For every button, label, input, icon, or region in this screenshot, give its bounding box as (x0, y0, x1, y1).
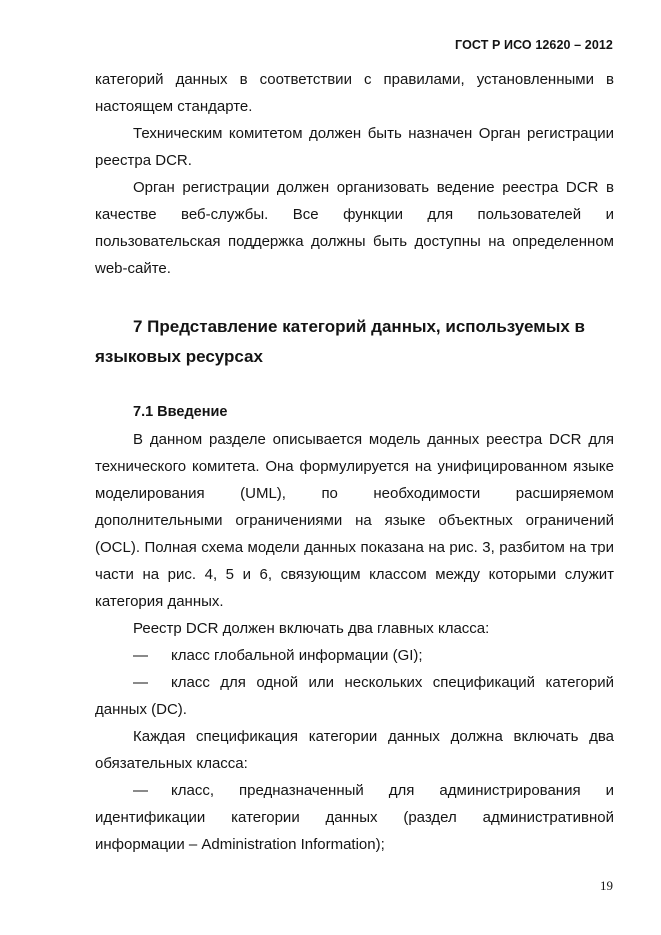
subsection-title: 7.1 Введение (133, 404, 228, 420)
list-item-text: класс глобальной информации (GI); (171, 647, 423, 664)
list-dash: — (133, 782, 148, 799)
paragraph: категорий данных в соответствии с правилами, установленными в настоящем стандарте. (95, 71, 614, 115)
list-dash: — (133, 674, 148, 691)
section-body (95, 426, 614, 858)
list-dash: — (133, 647, 148, 664)
paragraph: Орган регистрации должен организовать ведение реестра DCR в качестве веб-службы. Все функции для пользователей и пользовательская поддержка должны быть доступны на определенном web-сайте. (95, 179, 614, 277)
page-number: 19 (600, 878, 613, 893)
list-item-text: класс для одной или нескольких спецификаций категорий данных (DC). (95, 674, 614, 718)
paragraph: В данном разделе описывается модель данных реестра DCR для технического комитета. Она формулируется на унифицированном языке моделирования (UML), по необходимости расширяемом дополнительными ограничениями на языке объектных ограничений (OCL). Полная схема модели данных показана на рис. 3, разбитом на три части на рис. 4, 5 и 6, связующим классом между которыми служит категория данных. (95, 431, 614, 610)
paragraph: Каждая спецификация категории данных должна включать два обязательных класса: (95, 728, 614, 772)
paragraph: Реестр DCR должен включать два главных класса: (133, 620, 490, 637)
intro-block (95, 66, 614, 282)
paragraph: Техническим комитетом должен быть назначен Орган регистрации реестра DCR. (95, 125, 614, 169)
list-item (95, 669, 614, 723)
list-item (95, 642, 614, 669)
list-item (95, 777, 614, 858)
section-title: 7 Представление категорий данных, используемых в языковых ресурсах (95, 317, 585, 366)
document-header: ГОСТ Р ИСО 12620 – 2012 (455, 38, 613, 52)
list-item-text: класс, предназначенный для администрирования и идентификации категории данных (раздел административной информации – Administration Information); (95, 782, 614, 853)
